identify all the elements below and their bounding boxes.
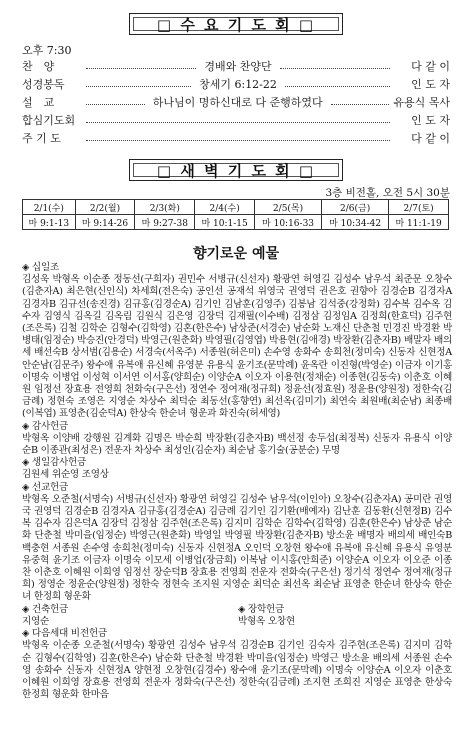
section-heading-tithe: ◈ 십일조 <box>22 262 59 273</box>
sermon-title: 하나님이 명하신대로 다 준행하였다 <box>149 94 327 110</box>
date-cell: 2/1(수) <box>23 200 76 215</box>
dawn-header-text: □ 새 벽 기 도 회 □ <box>156 161 316 180</box>
dates-row <box>23 200 449 215</box>
date-cell: 2/7(토) <box>389 200 449 215</box>
service-time: 오후 7:30 <box>22 44 72 57</box>
section-heading-birthday: ◈ 생일감사헌금 <box>22 457 87 469</box>
date-cell: 2/5(목) <box>255 200 322 215</box>
program-label: 찬 양 <box>22 60 55 73</box>
program-label: 합심기도회 <box>22 114 76 127</box>
building-block <box>22 604 238 628</box>
birthday-names: 김원세 위순영 조영상 <box>22 469 109 481</box>
passage-cell: 마 10:1-15 <box>195 215 255 230</box>
program-row <box>22 94 450 110</box>
section-heading-scholarship: ◈ 장학헌금 <box>238 603 284 615</box>
passage-cell: 마 9:1-13 <box>23 215 76 230</box>
program-leader: 다 같 이 <box>411 60 450 73</box>
section-heading-next-generation: ◈ 다음세대 비전헌금 <box>22 628 107 640</box>
passage-cell: 마 9:27-38 <box>135 215 195 230</box>
thanks-names: 박형옥 이양배 강행원 김계화 김명은 박순희 박장환(김춘자B) 백선정 송두섭(최정복) 신동자 유용식 이양순B 이종관(최성은) 전운자 차상수 최성인(김순자) 최순남 홍기술(공분순) 무명 <box>22 432 452 457</box>
program-label: 주 기 도 <box>22 132 61 145</box>
offering-list <box>22 262 452 701</box>
program-row <box>22 58 450 74</box>
building-names: 지영순 <box>22 615 50 627</box>
program-detail: 경배와 찬양단 <box>200 58 275 74</box>
passage-cell: 마 10:34-42 <box>322 215 389 230</box>
preacher: 유용식 목사 <box>393 96 450 109</box>
building-scholarship-row <box>22 604 452 628</box>
program-detail: 창세기 6:12-22 <box>195 76 281 92</box>
program-label: 설 교 <box>22 96 55 109</box>
offering-title: 향기로운 예물 <box>192 246 280 262</box>
section-heading-thanks: ◈ 감사헌금 <box>22 420 68 432</box>
dawn-location-time: 3층 비전홀, 오전 5시 30분 <box>325 187 450 199</box>
tithe-names: 김성욱 박형옥 이순종 정동선(구희자) 권민수 서병규(신선자) 황광연 허영길 김성수 남우석 최준문 오창수(김춘자A) 최은현(신인식) 차세희(전은숙) 공인선 공재석 위영국 권영덕 권은호 권향아 김경순B 김경자A 김경자B 김규선(송진경) 김규홍(김경순A) 김기인 김남훈(김영주) 김봉남 김석중(강정화) 김수복 김수옥 김수자 김영식 김옥길 김옥림 김원식 김은영 김장덕 김재필(이수배) 김정삼 김정임A 김정희(한효덕) 김주현(조은록) 김철 김학순 김형수(김학영) 김혼(한은수) 남상준(서경순) 남순화 노재신 단춘철 민경진 박경환 박병태(임정순) 박승진(안경덕) 박영근(원춘화) 박영필(김영엽) 박용현(김애경) 박장환(김춘자B) 배말자 배의세 배선숙B 상서범(김용순) 서경숙(서옥주) 서종원(허은미) 손수영 송화수 송희천(정미숙) 신동자 신현정A 안순남(김문주) 왕수애 유복애 유신혜 유영분 유용식 윤기조(문막례) 윤옥란 이진형(박영순) 이금자 이기홍 이명숙 이병업 이성혁 이서연 이서홍(양희순) 이양순A 이오자 이용현(정채순) 이종현(김동숙) 이춘호 이혜원 임정선 장효용 전영희 천화숙(구은선) 정연수 정여재(정규희) 정윤선(정효원) 정윤용(양원정) 정한숙(김금례) 정현숙 조영은 지영순 차상수 최덕순 최동선(홍향연) 최선옥(김미기) 최연숙 최원배(최순남) 최종배(이복엽) 표영춘(김순덕A) 한상숙 한순녀 형운과 화진숙(허세영) <box>22 274 452 420</box>
program-row <box>22 130 450 146</box>
section-heading-mission: ◈ 선교헌금 <box>22 481 68 493</box>
program-row <box>22 76 450 92</box>
passage-cell: 마 10:16-33 <box>255 215 322 230</box>
date-cell: 2/6(금) <box>322 200 389 215</box>
dawn-header <box>129 159 343 181</box>
program-label: 성경봉독 <box>22 78 65 91</box>
date-cell: 2/4(수) <box>195 200 255 215</box>
mission-names: 박형옥 오준철(서명숙) 서병규(신선자) 황광연 허영길 김성수 남우석(이인아) 오창수(김춘자A) 공미란 권영국 권영덕 김경순B 김경자A 김규홍(김경순A) 김금례 김기인 김기환(배예자) 김난훈 김동환(신현정B) 김수복 김수자 김은덕A 김장덕 김정삼 김주현(조은록) 김지미 김학순 김학수(김학영) 김훈(한은수) 남상준 남순화 단춘철 박미을(임정순) 박영근(원춘화) 박영일 박영필 박장환(김춘자B) 방소윤 배명자 배의세 배인숙B 백충현 서종원 손수영 송희천(정미숙) 신동자 신현정A 오인덕 오창현 왕수애 유복애 유신혜 유용식 유영분 유중혁 윤기조 이금자 이명숙 이모세 이병업(장금희) 이복남 이시홍(안희준) 이양순A 이오자 이오준 이종찬 이춘호 이혜원 이희영 임정선 장순덕B 장효용 전영희 전운자 전화숙(구은선) 정기석 정연수 정여재(정규희) 정영순 정윤순(양원정) 정한숙 정현숙 조지원 지영순 최덕순 최선옥 최순남 표영춘 한순녀 한상숙 한순녀 한정희 형운화 <box>22 493 452 603</box>
scholarship-names: 박형옥 오창현 <box>238 615 295 627</box>
passage-cell: 마 11:1-19 <box>389 215 449 230</box>
wednesday-header-text: □ 수 요 기 도 회 □ <box>156 15 316 34</box>
date-cell: 2/2(월) <box>75 200 135 215</box>
program-leader: 인 도 자 <box>411 114 450 127</box>
program-leader: 인 도 자 <box>411 78 450 91</box>
section-heading-building: ◈ 건축헌금 <box>22 603 68 615</box>
passages-row <box>23 215 449 230</box>
date-cell: 2/3(화) <box>135 200 195 215</box>
scholarship-block <box>238 604 295 628</box>
wednesday-header <box>129 13 343 35</box>
dawn-schedule-table <box>22 199 449 230</box>
program-row <box>22 112 450 128</box>
program-leader: 다 같 이 <box>411 132 450 145</box>
next-generation-names: 박형옥 이순종 오준철(서명숙) 황광연 김성수 남우석 김경순B 김기인 김숙자 김주현(조은록) 김지미 김학순 김형수(김학영) 김훈(한은수) 남순화 단춘철 박경환 박미을(임정순) 박영근 방소윤 배의세 서종원 손수영 송화수 신동자 신현정A 양현정 오창현(김경수) 왕수애 윤기조(문막례) 이명숙 이양순A 이오자 이춘호 이혜원 이희영 장효용 전영희 전운자 정화숙(구은선) 정한숙(김금례) 조지현 조희진 지영순 표영춘 한상숙 한정희 형운화 한마음 <box>22 640 452 701</box>
passage-cell: 마 9:14-26 <box>75 215 135 230</box>
